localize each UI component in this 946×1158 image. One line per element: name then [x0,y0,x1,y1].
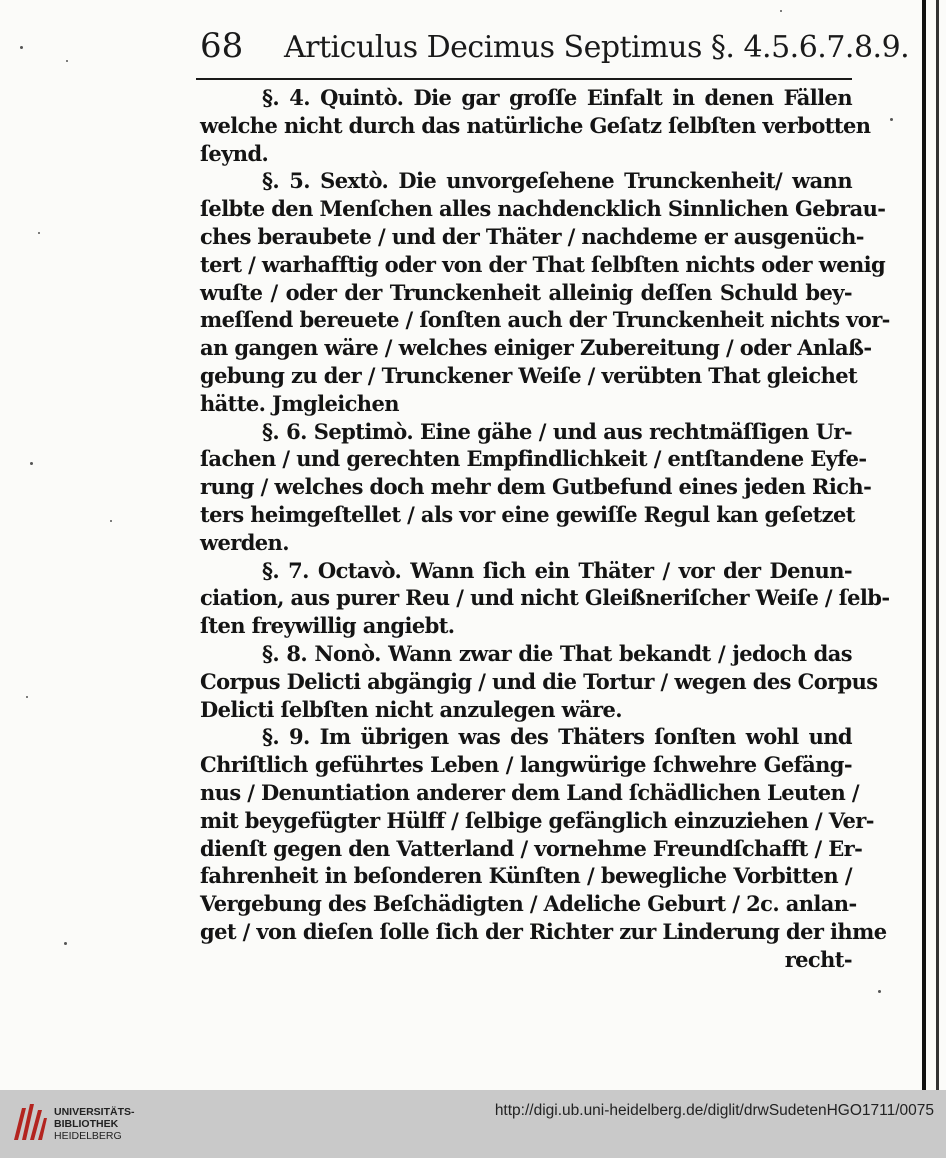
scan-speck [878,990,881,993]
scan-speck [38,232,40,234]
scan-speck [64,942,67,945]
text-line: Chriſtlich geführtes Leben / langwürige ſchwehre Gefäng- [200,752,852,778]
scan-speck [890,118,893,121]
text-line: ciation, aus purer Reu / und nicht Gleißneriſcher Weiſe / ſelb- [200,585,890,611]
scan-speck [26,696,28,698]
scan-speck [66,60,68,62]
source-url-link[interactable]: http://digi.ub.uni-heidelberg.de/diglit/drwSudetenHGO1711/0075 [494,1102,934,1119]
text-line: fahrenheit in beſonderen Künſten / bewegliche Vorbitten / [200,863,852,889]
running-title: Articulus Decimus Septimus §. 4.5.6.7.8.9. [284,30,910,65]
text-line: dienſt gegen den Vatterland / vornehme Freundſchafft / Er- [200,835,863,861]
text-line: tert / warhafftig oder von der That ſelbſten nichts oder wenig [200,251,886,277]
page-header [200,26,910,78]
text-line: welche nicht durch das natürliche Geſatz ſelbſten verbotten [200,112,871,138]
text-line: ſelbte den Menſchen alles nachdencklich Sinnlichen Gebrau- [200,196,886,222]
text-line: ſeynd. [200,140,269,166]
text-line: wuſte / oder der Trunckenheit alleinig deſſen Schuld bey- [200,279,852,305]
text-line: §. 5. Sextò. Die unvorgeſehene Trunckenheit/ wann [262,168,852,194]
text-line: mit beygefügter Hülff / ſelbige gefänglich einzuziehen / Ver- [200,807,874,833]
library-name-line: UNIVERSITÄTS- [54,1106,135,1118]
scan-speck [110,520,112,522]
text-line: §. 7. Octavò. Wann ſich ein Thäter / vor der Denun- [262,557,852,583]
library-name-line: HEIDELBERG [54,1130,122,1142]
text-line: §. 4. Quintò. Die gar groſſe Einfalt in denen Fällen [262,85,852,110]
header-rule [196,78,852,80]
footer-bar [0,1090,946,1158]
text-line: Delicti ſelbſten nicht anzulegen wäre. [200,696,622,722]
text-line: rung / welches doch mehr dem Gutbefund eines jeden Rich- [200,474,872,500]
text-line: nus / Denuntiation anderer dem Land ſchädlichen Leuten / [200,779,859,805]
text-line: ches beraubete / und der Thäter / nachdeme er ausgenüch- [200,223,864,249]
text-line: §. 9. Im übrigen was des Thäters ſonſten wohl und [262,724,852,750]
heidelberg-library-logo-icon [12,1100,48,1144]
text-line: an gangen wäre / welches einiger Zubereitung / oder Anlaß- [200,335,872,361]
text-line: Corpus Delicti abgängig / und die Tortur / wegen des Corpus [200,668,878,694]
page-edge-shadow-outer [936,0,939,1090]
scan-speck [20,46,23,49]
library-name-line: BIBLIOTHEK [54,1118,119,1130]
text-line: get / von dieſen ſolle ſich der Richter zur Linderung der ihme [200,918,887,944]
text-line: meſſend bereuete / ſonſten auch der Trunckenheit nichts vor- [200,307,890,333]
body-text [200,84,890,974]
text-line: werden. [200,529,289,555]
text-line: §. 8. Nonò. Wann zwar die That bekandt / jedoch das [262,640,852,666]
text-line: hätte. Jmgleichen [200,390,399,416]
scan-speck [780,10,782,12]
text-line: Vergebung des Beſchädigten / Adeliche Geburt / 2c. anlan- [200,891,857,917]
catchword: recht- [784,946,852,972]
page-number: 68 [200,26,244,66]
text-line: ſachen / und gerechten Empfindlichkeit / entſtandene Eyfe- [200,446,867,472]
scan-speck [30,462,33,465]
text-line: gebung zu der / Trunckener Weiſe / verübten That gleichet [200,362,858,388]
page-edge-shadow [922,0,926,1090]
text-line: ters heimgeſtellet / als vor eine gewiſſe Regul kan geſetzet [200,501,855,527]
library-name [54,1106,135,1142]
text-line: §. 6. Septimò. Eine gähe / und aus rechtmäſſigen Ur- [262,418,852,444]
text-line: ſten freywillig angiebt. [200,613,455,639]
